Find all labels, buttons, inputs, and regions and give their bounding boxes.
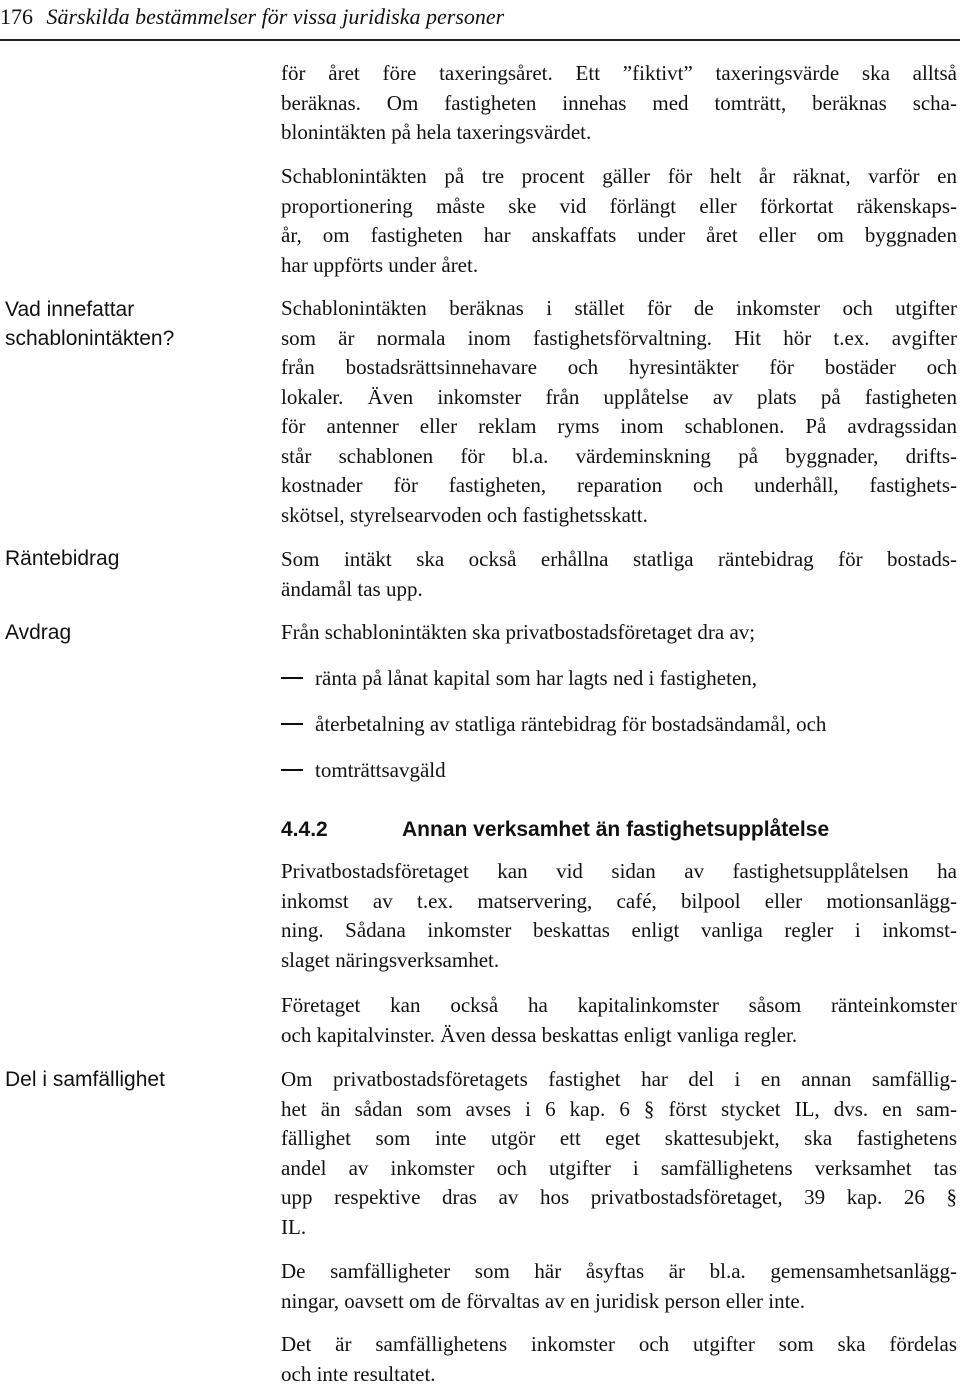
paragraph-tre-procent: Schablonintäkten på tre procent gäller för helt år räknat, varför en proportionering måste ske vid förlängt eller förkortat räkenskaps- år, om fastigheten har anskaffats under året eller om byggnaden har uppförts under året. [281, 164, 957, 277]
list-item: återbetalning av statliga räntebidrag för bostadsändamål, och [281, 709, 957, 739]
paragraph-kapitalinkomster: Företaget kan också ha kapitalinkomster såsom ränteinkomster och kapitalvinster. Även dessa beskattas enligt vanliga regler. [281, 993, 957, 1047]
paragraph-schablon-innefattar: Schablonintäkten beräknas i stället för de inkomster och utgifter som är normala inom fastighetsförvaltning. Hit hör t.ex. avgifter från bostadsrättsinnehavare och hyresintäkter för bostäder och lokaler. Även inkomster från upplåtelse av plats på fastigheten för antenner eller reklam ryms inom schablonen. På avdragssidan står schablonen för bl.a. värdeminskning på byggnader, drifts- kostnader för fastigheten, reparation och underhåll, fastighets- skötsel, styrelsearvoden och fastighetsskatt. [281, 296, 957, 527]
sidebar-heading-del-i-samfallighet: Del i samfällighet [5, 1068, 165, 1091]
list-item: tomträttsavgäld [281, 755, 957, 785]
dash-bullet-icon [281, 723, 303, 725]
dash-bullet-icon [281, 677, 303, 679]
sidebar-heading-vad-innefattar: Vad innefattar schablonintäkten? [5, 298, 175, 350]
header-rule [0, 39, 960, 41]
dash-bullet-icon [281, 769, 303, 771]
paragraph-avdrag-intro: Från schablonintäkten ska privatbostadsföretaget dra av; [281, 620, 756, 644]
sidebar-heading-rantebidrag: Räntebidrag [5, 547, 120, 570]
sidebar-heading-avdrag: Avdrag [5, 621, 72, 644]
paragraph-rantebidrag: Som intäkt ska också erhållna statliga räntebidrag för bostads- ändamål tas upp. [281, 547, 957, 601]
page-header [0, 2, 504, 32]
section-number: 4.4.2 [281, 818, 328, 841]
paragraph-samfallighet: Om privatbostadsföretagets fastighet har del i en annan samfällig- het än sådan som avses i 6 kap. 6 § först stycket IL, dvs. en sam- fällighet som inte utgör ett eget skattesubjekt, ska fastighetens andel av inkomster och utgifter i samfällighetens verksamhet tas upp respektive dras av hos privatbostadsföretaget, 39 kap. 26 § IL. [281, 1067, 957, 1239]
paragraph-fiktivt-taxeringsvarde: för året före taxeringsåret. Ett ”fiktivt” taxeringsvärde ska alltså beräknas. Om fastigheten innehas med tomträtt, beräknas scha- blonintäkten på hela taxeringsvärdet. [281, 61, 957, 144]
page-number: 176 [0, 4, 33, 29]
paragraph-annan-verksamhet: Privatbostadsföretaget kan vid sidan av fastighetsupplåtelsen ha inkomst av t.ex. matservering, café, bilpool eller motionsanlägg- ning. Sådana inkomster beskattas enligt vanliga regler i inkomst- slaget näringsverksamhet. [281, 859, 957, 972]
paragraph-fordelning: Det är samfällighetens inkomster och utgifter som ska fördelas och inte resultatet. [281, 1332, 957, 1386]
paragraph-samfalligheter-asyftas: De samfälligheter som här åsyftas är bl.a. gemensamhetsanlägg- ningar, oavsett om de förvaltas av en juridisk person eller inte. [281, 1259, 957, 1313]
running-title: Särskilda bestämmelser för vissa juridiska personer [46, 4, 505, 29]
list-item: ränta på lånat kapital som har lagts ned i fastigheten, [281, 663, 957, 693]
section-title: Annan verksamhet än fastighetsupplåtelse [402, 818, 830, 841]
